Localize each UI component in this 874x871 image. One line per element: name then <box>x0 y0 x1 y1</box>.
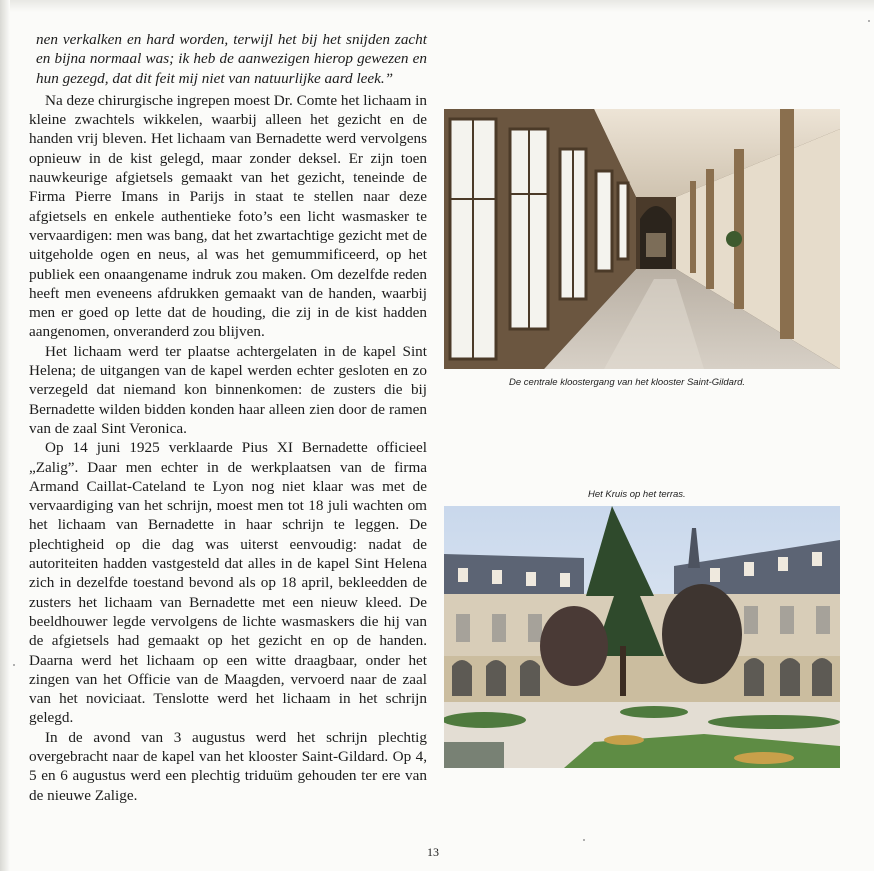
courtyard-illustration <box>444 506 840 768</box>
paper-speck <box>868 20 870 22</box>
page-edge <box>0 0 874 12</box>
body-paragraph: In de avond van 3 augustus werd het schrijn plechtig overgebracht naar de kapel van het klooster Saint-Gildard. Op 4, 5 en 6 augustus werd een plechtig triduüm gehouden ter ere van de nieuwe Zalige. <box>29 728 427 804</box>
courtyard-photo <box>444 506 840 768</box>
page-binding-shadow <box>0 0 10 871</box>
figure-caption-2: Het Kruis op het terras. <box>588 489 686 500</box>
paper-speck <box>13 664 15 666</box>
body-paragraph: Na deze chirurgische ingrepen moest Dr. Comte het lichaam in kleine zwachtels wikkelen, waarbij alleen het gezicht en de handen vrij bleven. Het lichaam van Bernadette werd vervolgens opnieuw in de kist gelegd, maar zonder deksel. Er zijn toen nauwkeurige afgietsels gemaakt van het gezicht, teneinde de Firma Pierre Imans in Parijs in staat te stellen naar deze afgietsels en enkele authentieke foto’s een licht wasmasker te vervaardigen: men was bang, dat het zwartachtige gezicht met de uitgeholde ogen en neus, al was het gemummificeerd, op het publiek een onaangename indruk zou maken. Om dezelfde reden heeft men eveneens afdrukken gemaakt van de handen, waarbij men er goed op lette dat de houding, die zij in de kist hadden aangenomen, onveranderd zou blijven. <box>29 91 427 341</box>
cloister-corridor-photo <box>444 109 840 369</box>
paper-speck <box>583 839 585 841</box>
body-paragraph: Op 14 juni 1925 verklaarde Pius XI Bernadette officieel „Zalig”. Daar men echter in de werkplaatsen van de firma Armand Caillat-Cateland te Lyon nog niet klaar was met de vervaardiging van het schrijn, moest men tot 18 juli wachten om het lichaam van Bernadette in haar schrijn te leggen. De plechtigheid op die dag was uiterst eenvoudig: nadat de autoriteiten hadden vastgesteld dat alles in de kapel Sint Helena zich in dezelfde toestand bevond als op 18 april, bekleedden de zusters het lichaam van Bernadette met een nieuw kleed. De beeldhouwer legde vervolgens de lichte wasmaskers die hij van de afgietsels had gemaakt op het gezicht en op de handen. Daarna werd het lichaam op een witte draagbaar, onder het zingen van het Officie van de Maagden, vervoerd naar de zaal van het noviciaat. Tenslotte werd het lichaam in het schrijn gelegd. <box>29 439 427 727</box>
body-paragraph: Het lichaam werd ter plaatse achtergelaten in de kapel Sint Helena; de uitgangen van de kapel werden echter gesloten en zo verzegeld dat niemand kon binnenkomen: de zusters die bij Bernadette wilden bidden konden haar alleen zien door de ramen van de zaal Sint Veronica. <box>29 342 427 437</box>
figure-caption-1: De centrale kloostergang van het klooster Saint-Gildard. <box>509 377 746 388</box>
text-column <box>29 30 427 805</box>
page-number: 13 <box>427 845 439 859</box>
cloister-corridor-illustration <box>444 109 840 369</box>
quote-paragraph: nen verkalken en hard worden, terwijl het bij het snijden zacht en bijna normaal was; ik heb de aanwezigen hierop gewezen en hun gezegd, dat dit feit mij niet van natuurlijke aard leek.” <box>36 31 427 87</box>
